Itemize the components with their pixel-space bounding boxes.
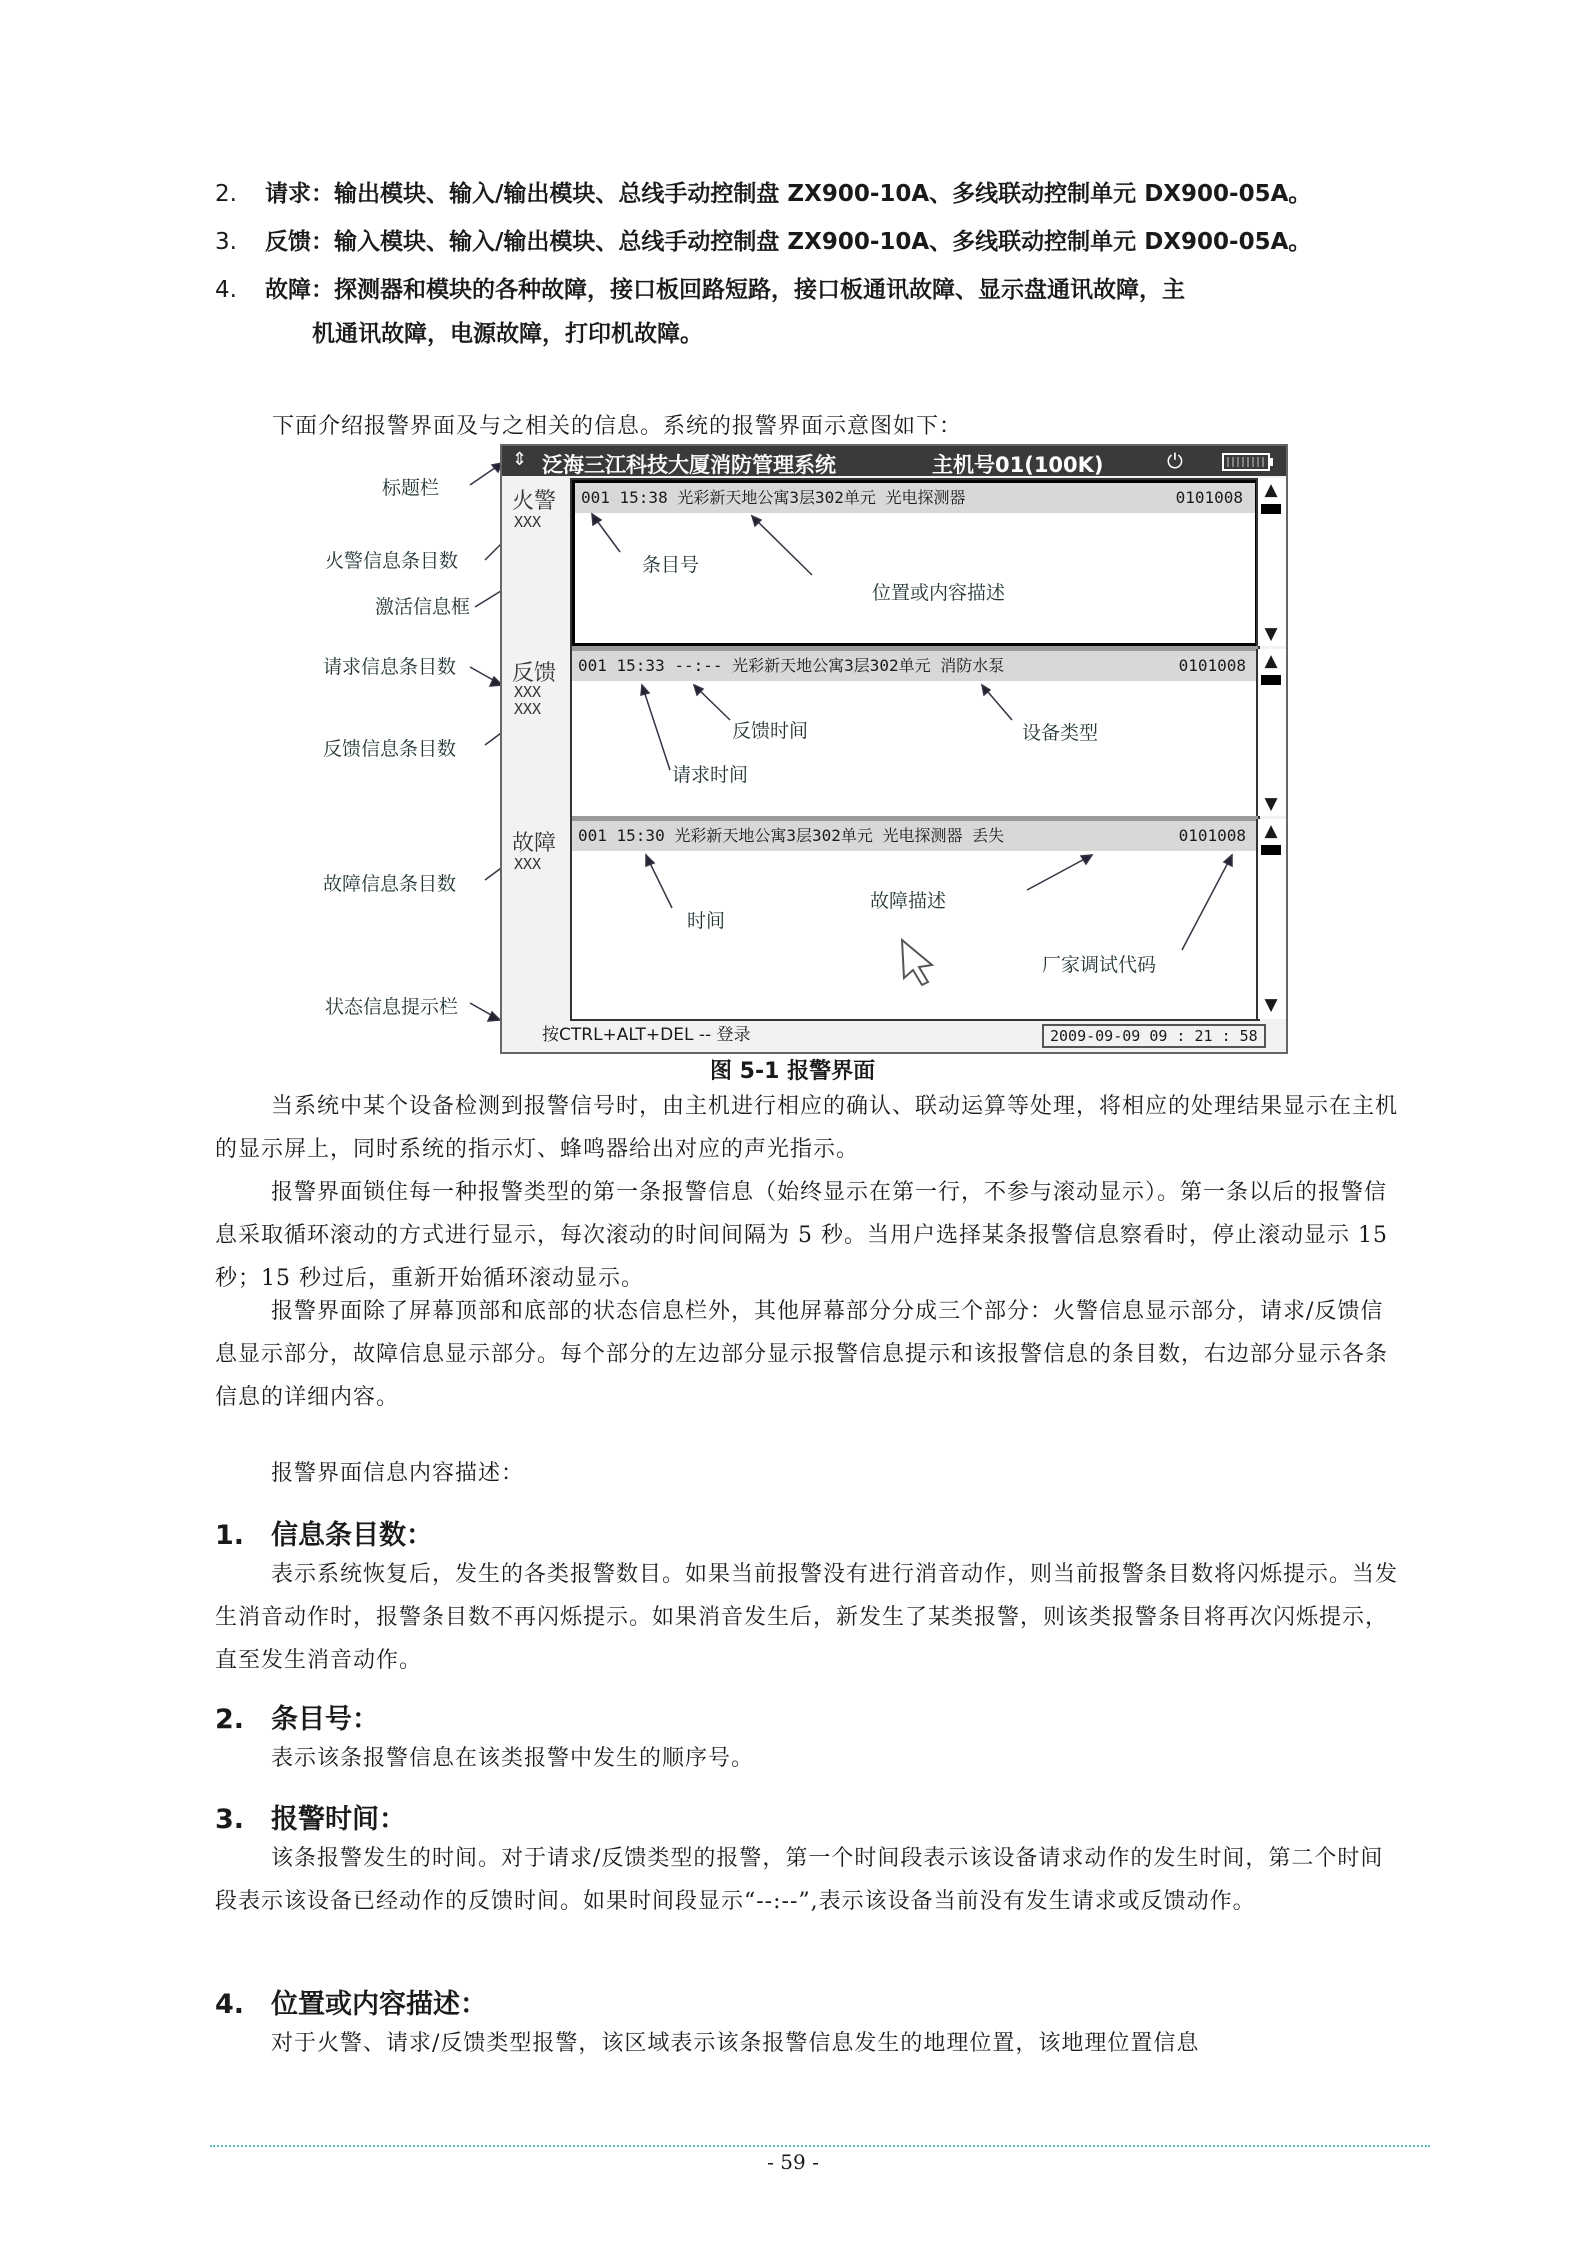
- label-status-bar: 状态信息提示栏: [325, 996, 459, 1018]
- scrollbar[interactable]: [1256, 478, 1286, 646]
- item-label: 故障：: [265, 277, 334, 303]
- alarm-screen-figure: [500, 444, 1288, 1054]
- battery-icon: [1222, 453, 1274, 471]
- mouse-cursor-icon: [902, 940, 932, 985]
- scroll-up-icon[interactable]: ▲: [1264, 651, 1278, 671]
- status-datetime: 2009-09-09 09 : 21 : 58: [1042, 1024, 1266, 1048]
- section-number: 1.: [215, 1520, 245, 1551]
- list-item: [215, 266, 1415, 314]
- feedback-label: 反馈: [512, 661, 557, 686]
- paragraph: 报警界面锁住每一种报警类型的第一条报警信息（始终显示在第一行，不参与滚动显示）。第一条以后的报警信息采取循环滚动的方式进行显示，每次滚动的时间间隔为 5 秒。当用户选择某条报警信息察看时，停止滚动显示 15 秒；15 秒过后，重新开始循环滚动显示。: [215, 1180, 1388, 1291]
- scroll-down-icon[interactable]: ▼: [1264, 995, 1278, 1015]
- section-text: 表示该条报警信息在该类报警中发生的顺序号。: [271, 1746, 755, 1771]
- row-text: 001 15:38 光彩新天地公寓3层302单元 光电探测器: [581, 488, 966, 507]
- section-text: 该条报警发生的时间。对于请求/反馈类型的报警，第一个时间段表示该设备请求动作的发生时间，第二个时间段表示该设备已经动作的反馈时间。如果时间段显示“--:--”,表示该设备当前没有发生请求或反馈动作。: [215, 1846, 1384, 1914]
- label-request-count: 请求信息条目数: [323, 656, 457, 678]
- section-title: 报警时间：: [271, 1804, 406, 1835]
- scroll-thumb[interactable]: [1261, 675, 1281, 685]
- label-vendor-code: 厂家调试代码: [1042, 954, 1157, 976]
- list-item: [215, 218, 1415, 266]
- row-code: 0101008: [1178, 826, 1246, 845]
- label-feedback-time: 反馈时间: [732, 720, 809, 742]
- item-continuation: 机通讯故障，电源故障，打印机故障。: [312, 321, 703, 347]
- item-label: 反馈：: [265, 229, 334, 255]
- item-number: 2.: [215, 181, 237, 207]
- scroll-up-icon[interactable]: ▲: [1264, 480, 1278, 500]
- fire-count: XXX: [514, 513, 542, 531]
- paragraph: 报警界面除了屏幕顶部和底部的状态信息栏外，其他屏幕部分分成三个部分：火警信息显示部分，请求/反馈信息显示部分，故障信息显示部分。每个部分的左边部分显示报警信息提示和该报警信息的条目数，右边部分显示各条信息的详细内容。: [215, 1299, 1389, 1410]
- row-code: 0101008: [1175, 488, 1243, 507]
- row-text: 001 15:30 光彩新天地公寓3层302单元 光电探测器 丢失: [578, 826, 1005, 845]
- updown-icon: ⇕: [512, 449, 528, 470]
- power-plug-icon: ⏻: [1167, 449, 1183, 473]
- section-heading: [215, 1513, 433, 1552]
- label-fire-count: 火警信息条目数: [325, 550, 459, 572]
- intro-text: 下面介绍报警界面及与之相关的信息。系统的报警界面示意图如下：: [272, 414, 963, 439]
- item-number: 3.: [215, 229, 237, 255]
- top-list: [215, 170, 1415, 354]
- section-title: 信息条目数：: [271, 1520, 433, 1551]
- section-number: 2.: [215, 1704, 245, 1735]
- label-request-time: 请求时间: [672, 764, 749, 786]
- label-fault-desc: 故障描述: [870, 890, 947, 912]
- status-hint: 按CTRL+ALT+DEL -- 登录: [542, 1025, 751, 1045]
- scroll-thumb[interactable]: [1261, 504, 1281, 514]
- section-heading: [215, 1797, 406, 1836]
- section-heading: [215, 1697, 379, 1736]
- feedback-count: XXX XXX: [514, 683, 542, 718]
- label-device-type: 设备类型: [1022, 722, 1099, 744]
- label-active-box: 激活信息框: [375, 596, 471, 618]
- label-feedback-count: 反馈信息条目数: [323, 738, 457, 760]
- alarm-list-panel: [570, 478, 1260, 1021]
- status-bar: [502, 1020, 1286, 1050]
- scroll-up-icon[interactable]: ▲: [1264, 821, 1278, 841]
- item-label: 请求：: [265, 181, 334, 207]
- fault-label: 故障: [512, 831, 557, 856]
- scrollbar[interactable]: [1256, 649, 1286, 816]
- page-number: - 59 -: [767, 2150, 819, 2174]
- figure-caption: 图 5-1 报警界面: [710, 1059, 876, 1084]
- paragraph: 当系统中某个设备检测到报警信号时，由主机进行相应的确认、联动运算等处理，将相应的处理结果显示在主机的显示屏上，同时系统的指示灯、蜂鸣器给出对应的声光指示。: [215, 1094, 1399, 1162]
- host-number: 主机号01(100K): [932, 453, 1104, 477]
- item-number: 4.: [215, 277, 237, 303]
- section-number: 3.: [215, 1804, 245, 1835]
- section-heading: [215, 1982, 487, 2021]
- label-location: 位置或内容描述: [872, 582, 1006, 604]
- section-title: 条目号：: [271, 1704, 379, 1735]
- list-item: [215, 170, 1415, 218]
- item-text: 输入模块、输入/输出模块、总线手动控制盘 ZX900-10A、多线联动控制单元 DX900-05A。: [334, 229, 1312, 255]
- desc-intro: 报警界面信息内容描述：: [271, 1461, 525, 1486]
- fault-count: XXX: [514, 855, 542, 873]
- scrollbar[interactable]: [1256, 819, 1286, 1019]
- scroll-down-icon[interactable]: ▼: [1264, 624, 1278, 644]
- section-title: 位置或内容描述：: [271, 1989, 487, 2020]
- label-fault-count: 故障信息条目数: [323, 873, 457, 895]
- section-text: 表示系统恢复后，发生的各类报警数目。如果当前报警没有进行消音动作，则当前报警条目数将闪烁提示。当发生消音动作时，报警条目数不再闪烁提示。如果消音发生后，新发生了某类报警，则该类报警条目将再次闪烁提示，直至发生消音动作。: [215, 1562, 1399, 1673]
- fire-label: 火警: [512, 489, 557, 514]
- system-title: 泛海三江科技大厦消防管理系统: [542, 453, 836, 477]
- scroll-thumb[interactable]: [1261, 845, 1281, 855]
- section-text: 对于火警、请求/反馈类型报警，该区域表示该条报警信息发生的地理位置，该地理位置信息: [271, 2031, 1200, 2056]
- scroll-down-icon[interactable]: ▼: [1264, 794, 1278, 814]
- row-text: 001 15:33 --:-- 光彩新天地公寓3层302单元 消防水泵: [578, 656, 1005, 675]
- label-title-bar: 标题栏: [382, 477, 440, 499]
- footer-divider: [210, 2145, 1430, 2147]
- section-number: 4.: [215, 1989, 245, 2020]
- item-text: 探测器和模块的各种故障，接口板回路短路，接口板通讯故障、显示盘通讯故障，主: [334, 277, 1185, 303]
- label-time: 时间: [687, 910, 726, 932]
- label-entry-number: 条目号: [642, 554, 700, 576]
- row-code: 0101008: [1178, 656, 1246, 675]
- title-bar: [502, 446, 1286, 476]
- item-text: 输出模块、输入/输出模块、总线手动控制盘 ZX900-10A、多线联动控制单元 DX900-05A。: [334, 181, 1312, 207]
